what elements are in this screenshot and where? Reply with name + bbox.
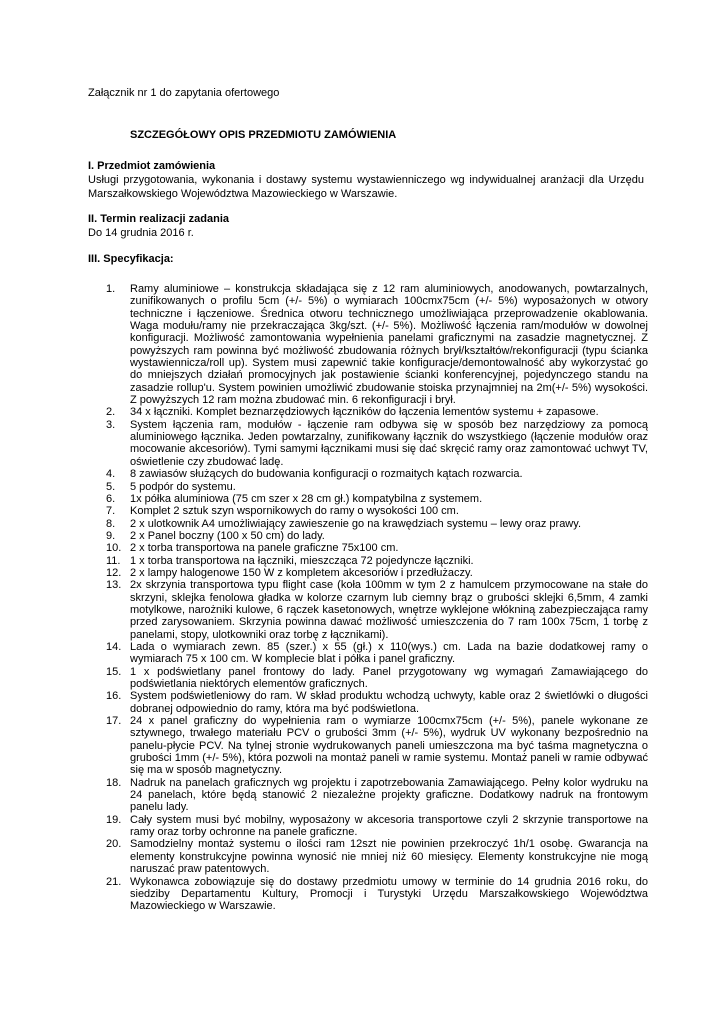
list-item-number: 18. [106,776,122,789]
list-item-number: 8. [106,517,116,530]
list-item-text: Wykonawca zobowiązuje się do dostawy przedmiotu umowy w terminie do 14 grudnia 2016 roku, do siedziby Departamentu Kultury, Promocji i Turystyki Urzędu Marszałkowskiego Województwa Mazowieckiego w Warszawie. [130,875,648,913]
list-item [88,641,648,666]
list-item-text: 5 podpór do systemu. [130,480,236,493]
list-item-number: 21. [106,875,122,888]
list-item-text: 2 x torba transportowa na panele graficzne 75x100 cm. [130,542,399,555]
list-item [88,493,648,505]
section-heading-deadline: II. Termin realizacji zadania [88,213,230,225]
list-item-number: 5. [106,480,116,493]
list-item [88,690,648,715]
attachment-header: Załącznik nr 1 do zapytania ofertowego [88,87,280,99]
list-item-text: Samodzielny montaż systemu o ilości ram 12szt nie powinien przekroczyć 1h/1 osobę. Gwarancja na elementy konstrukcyjne powinna wynosić nie mniej niż 60 miesięcy. Elementy konstrukcyjne nie mogą naruszać praw patentowych. [130,838,648,876]
list-item-number: 6. [106,492,116,505]
list-item-number: 2. [106,406,116,419]
list-item [88,838,648,875]
list-item [88,505,648,517]
list-item-text: Nadruk na panelach graficznych wg projektu i zapotrzebowania Zamawiającego. Pełny kolor wydruku na 24 panelach, które będą stanowić 2 niezależne projekty graficzne. Dodatkowy nadruk na frontowym panelu lady. [130,776,648,814]
list-item [88,468,648,480]
list-item-text: 2 x Panel boczny (100 x 50 cm) do lady. [130,529,325,542]
list-item-text: 34 x łączniki. Komplet beznarzędziowych łączników do łączenia lementów systemu + zapasowe. [130,406,599,419]
list-item [88,530,648,542]
list-item-number: 15. [106,665,122,678]
list-item-text: Komplet 2 sztuk szyn wspornikowych do ramy o wysokości 100 cm. [130,505,459,518]
section-heading-specification: III. Specyfikacja: [88,253,174,265]
list-item-number: 9. [106,529,116,542]
list-item [88,567,648,579]
list-item-text: 2 x lampy halogenowe 150 W z kompletem akcesoriów i przedłużaczy. [130,566,473,579]
list-item-number: 20. [106,838,122,851]
list-item-number: 10. [106,542,122,555]
list-item-text: 1x półka aluminiowa (75 cm szer x 28 cm gł.) kompatybilna z systemem. [130,492,483,505]
list-item [88,481,648,493]
section-heading-subject: I. Przedmiot zamówienia [88,160,216,172]
list-item-number: 7. [106,505,116,518]
list-item [88,518,648,530]
list-item-number: 13. [106,579,122,592]
list-item-text: 2x skrzynia transportowa typu flight case (koła 100mm w tym 2 z hamulcem przymocowane na stałe do skrzyni, sklejka fenolowa gładka w kolorze czarnym lub ciemny brąz o grubości sklejki 6,5mm, 4 zamki motylkowe, narożniki kulowe, 6 rączek kasetonowych, wnętrze wyklejone włókniną zabezpieczająca ramy przed zarysowaniem. Skrzynia powinna dawać możliwość umieszczenia do 7 ram 100x 75cm, 1 torbę z panelami, stopy, ulotkowniki oraz torbę z łącznikami). [130,579,648,641]
list-item-text: 24 x panel graficzny do wypełnienia ram o wymiarze 100cmx75cm (+/- 5%), panele wykonane ze sztywnego, trwałego materiału PCV o grubości 3mm (+/- 5%), wydruk UV wykonany bezpośrednio na panelu-płycie PCV. Na tylnej stronie wydrukowanych paneli umieszczona ma być taśma magnetyczna o grubości 1mm (+/- 5%), która pozwoli na montaż paneli w ramie systemu. Montaż paneli w ramie odbywać się ma w sposób magnetyczny. [130,715,648,777]
list-item-text: 1 x podświetlany panel frontowy do lady. Panel przygotowany wg wymagań Zamawiającego do podświetlania niektórych elementów graficznych. [130,665,648,690]
list-item [88,542,648,554]
list-item [88,406,648,418]
list-item [88,876,648,913]
list-item-text: Lada o wymiarach zewn. 85 (szer.) x 55 (gł.) x 110(wys.) cm. Lada na bazie dodatkowej ramy o wymiarach 75 x 100 cm. W komplecie blat i półka i panel graficzny. [130,640,648,666]
list-item [88,419,648,468]
list-item-number: 11. [106,554,121,567]
list-item-text: System podświetleniowy do ram. W skład produktu wchodzą uchwyty, kable oraz 2 świetlówki o długości dobranej odpowiednio do ramy, która ma być podświetlona. [130,690,648,715]
list-item-number: 16. [106,690,122,703]
list-item-number: 3. [106,418,116,431]
list-item-text: Ramy aluminiowe – konstrukcja składająca się z 12 ram aluminiowych, anodowanych, powtarzalnych, zunifikowanych o profilu 5cm (+/- 5%) o wymiarach 100cmx75cm (+/- 5%) wyposażonych w otwory techniczne i łączeniowe. Średnica otworu technicznego umożliwiająca przeprowadzenie okablowania. Waga modułu/ramy nie przekraczająca 3kg/szt. (+/- 5%). Możliwość łączenia ram/modułów w dowolnej konfiguracji. Możliwość zamontowania wypełnienia panelami graficznymi na zasadzie magnetycznej. Z powyższych ram powinna być możliwość zbudowania różnych brył/kształtów/rekonfiguracji (typu ścianka wystawiennicza/roll up). System musi zapewnić takie konfiguracje/demontowalność aby wykorzystać go do mniejszych działań promocyjnych jak postawienie ścianki konferencyjnej, pojedynczego standu na zasadzie rollup'u. System powinien umożliwić zbudowanie stoiska przynajmniej na 2m(+/- 5%) wysokości. Z powyższych 12 ram można zbudować min. 6 rekonfiguracji i brył. [130,283,648,407]
list-item-number: 4. [106,468,116,481]
section-body-subject: Usługi przygotowania, wykonania i dostawy systemu wystawienniczego wg indywidualnej aranżacji dla Urzędu Marszałkowskiego Województwa Mazowieckiego w Warszawie. [88,174,644,200]
list-item-text: 2 x ulotkownik A4 umożliwiający zawieszenie go na krawędziach systemu – lewy oraz prawy. [130,517,581,530]
document-title: SZCZEGÓŁOWY OPIS PRZEDMIOTU ZAMÓWIENIA [130,129,397,141]
list-item-text: System łączenia ram, modułów - łączenie ram odbywa się w sposób bez narzędziowy za pomocą aluminiowego łącznika. Jeden powtarzalny, zunifikowany łącznik do wszystkiego (łączenie modułów oraz mocowanie akcesoriów). Tymi samymi łącznikami musi się dać skręcić ramy oraz zamontować uchwyt TV, oświetlenie czy zbudować ladę. [130,418,648,468]
list-item [88,283,648,406]
list-item-number: 14. [106,640,122,653]
list-item-number: 19. [106,813,122,826]
list-item-number: 12. [106,566,122,579]
list-item-text: 1 x torba transportowa na łączniki, mieszcząca 72 pojedyncze łączniki. [130,554,474,567]
list-item-number: 1. [106,283,116,295]
list-item [88,666,648,691]
specification-list [88,283,648,913]
list-item-text: Cały system musi być mobilny, wyposażony w akcesoria transportowe czyli 2 skrzynie transportowe na ramy oraz torby ochronne na panele graficzne. [130,813,648,839]
list-item-text: 8 zawiasów służących do budowania konfiguracji o rozmaitych kątach rozwarcia. [130,468,523,481]
list-item [88,579,648,641]
list-item-number: 17. [106,715,122,728]
list-item [88,555,648,567]
list-item [88,814,648,839]
section-body-deadline: Do 14 grudnia 2016 r. [88,227,194,239]
list-item [88,715,648,777]
list-item [88,777,648,814]
